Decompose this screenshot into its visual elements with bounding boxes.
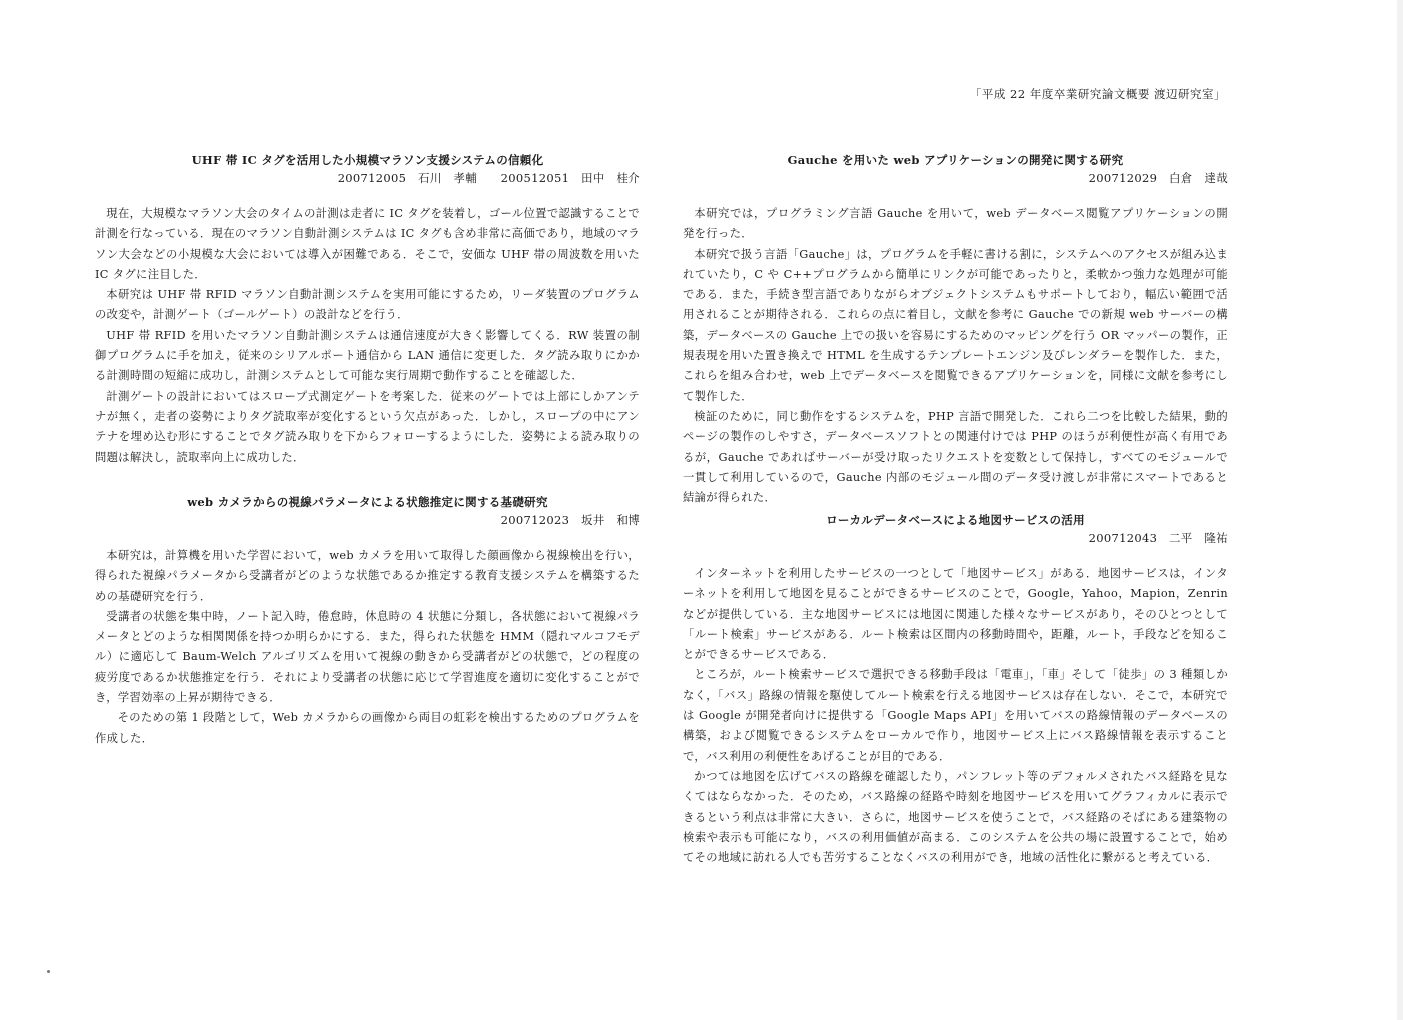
paragraph: 本研究は，計算機を用いた学習において，web カメラを用いて取得した顔画像から視線検出を行い，得られた視線パラメータから受講者がどのような状態であるか推定する教育支援システムを構築するための基礎研究を行う． xyxy=(95,549,640,603)
paragraph: 現在，大規模なマラソン大会のタイムの計測は走者に IC タグを装着し，ゴール位置で認識することで計測を行なっている．現在のマラソン自動計測システムは IC タグも含め非常に高価であり，地域のマラソン大会などの小規模な大会においては導入が困難である．そこで，安価な UHF 帯の周波数を用いた IC タグに注目した． xyxy=(95,207,640,281)
article-authors: 200712043 二平 隆祐 xyxy=(1088,531,1228,545)
paragraph: 計測ゲートの設計においてはスロープ式測定ゲートを考案した．従来のゲートでは上部にしかアンテナが無く，走者の姿勢によりタグ読取率が変化するという欠点があった．しかし，スロープの中にアンテナを埋め込む形にすることでタグ読み取りを下からフォローするようにした．姿勢による読み取りの問題は解決し，読取率向上に成功した． xyxy=(95,389,640,464)
paragraph: かつては地図を広げてバスの路線を確認したり，パンフレット等のデフォルメされたバス経路を見なくてはならなかった．そのため，バス路線の経路や時刻を地図サービスを用いてグラフィカルに表示できるという利点は非常に大きい．さらに，地図サービスを使うことで，バス経路のそばにある建築物の検索や表示も可能になり，バスの利用価値が高まる．このシステムを公共の場に設置することで，始めてその地域に訪れる人でも苦労することなくバスの利用ができ，地域の活性化に繋がると考えている． xyxy=(683,769,1228,865)
paragraph: ところが，ルート検索サービスで選択できる移動手段は「電車」，「車」そして「徒歩」の 3 種類しかなく，「バス」路線の情報を駆使してルート検索を行える地図サービスは存在しない．そこで，本研究では Google が開発者向けに提供する「Google Maps API」を用いてバスの路線情報のデータベースの構築，および閲覧できるシステムをローカルで作り，地図サービス上にバス路線情報を表示することで，バス利用の利便性をあげることが目的である． xyxy=(683,668,1228,763)
page-header: 「平成 22 年度卒業研究論文概要 渡辺研究室」 xyxy=(969,87,1226,101)
paragraph: 受講者の状態を集中時，ノート記入時，倦怠時，休息時の 4 状態に分類し，各状態において視線パラメータとどのような相関関係を持つか明らかにする．また，得られた状態を HMM（隠れマルコフモデル）に適応して Baum-Welch アルゴリズムを用いて視線の動きから受講者がどの状態で，どの程度の疲労度であるか状態推定を行う．それにより受講者の状態に応じて学習進度を適切に変化することができ，学習効率の上昇が期待できる． xyxy=(95,609,640,705)
article-title: Gauche を用いた web アプリケーションの開発に関する研究 xyxy=(787,153,1124,167)
paragraph: 検証のために，同じ動作をするシステムを，PHP 言語で開発した．これら二つを比較した結果，動的ページの製作のしやすさ，データベースソフトとの関連付けでは PHP のほうが利便性が高く有用であるが，Gauche であればサーバーが受け取ったリクエストを変数として保持し，すべてのモジュールで一貫して利用しているので，Gauche 内部のモジュール間のデータ受け渡しが非常にスマートであると結論が得られた． xyxy=(683,409,1228,505)
paragraph: 本研究は UHF 帯 RFID マラソン自動計測システムを実用可能にするため，リーダ装置のプログラムの改変や，計測ゲート（ゴールゲート）の設計などを行う． xyxy=(95,288,640,322)
article-authors: 200712023 坂井 和博 xyxy=(500,513,640,527)
scan-speck xyxy=(47,970,50,973)
paragraph: UHF 帯 RFID を用いたマラソン自動計測システムは通信速度が大きく影響してくる．RW 装置の制御プログラムに手を加え，従来のシリアルポート通信から LAN 通信に変更した．タグ読み取りにかかる計測時間の短縮に成功し，計測システムとして可能な実行周期で動作することを確認した． xyxy=(95,328,640,383)
paragraph: インターネットを利用したサービスの一つとして「地図サービス」がある．地図サービスは，インターネットを利用して地図を見ることができるサービスのことで，Google，Yahoo，Mapion，Zenrin などが提供している．主な地図サービスには地図に関連した様々なサービスがあり，そのひとつとして「ルート検索」サービスがある．ルート検索は区間内の移動時間や，距離，ルート，手段などを知ることができるサービスである． xyxy=(683,567,1228,662)
article-title: ローカルデータベースによる地図サービスの活用 xyxy=(826,513,1085,527)
paragraph: そのための第 1 段階として，Web カメラからの画像から両目の虹彩を検出するためのプログラムを作成した． xyxy=(95,711,640,745)
article-local-map xyxy=(683,512,1228,868)
article-title: UHF 帯 IC タグを活用した小規模マラソン支援システムの信頼化 xyxy=(191,153,544,167)
article-gauche-web xyxy=(683,152,1228,508)
paragraph: 本研究では，プログラミング言語 Gauche を用いて，web データベース閲覧アプリケーションの開発を行った． xyxy=(683,207,1228,241)
article-title: web カメラからの視線パラメータによる状態推定に関する基礎研究 xyxy=(187,495,548,509)
scan-edge-shadow xyxy=(1397,0,1403,1020)
article-body xyxy=(95,204,640,468)
article-authors: 200712005 石川 孝輔 200512051 田中 桂介 xyxy=(337,171,640,185)
article-uhf-rfid xyxy=(95,152,640,468)
article-webcam-gaze xyxy=(95,494,640,749)
article-body xyxy=(95,546,640,749)
article-body xyxy=(683,204,1228,508)
article-body xyxy=(683,564,1228,868)
paragraph: 本研究で扱う言語「Gauche」は，プログラムを手軽に書ける割に，システムへのアクセスが組み込まれていたり，C や C++プログラムから簡単にリンクが可能であったりと，柔軟かつ強力な処理が可能である．また，手続き型言語でありながらオブジェクトシステムもサポートしており，幅広い範囲で活用されることが期待される．これらの点に着目し，文献を参考に Gauche での新規 web サーバーの構築，データベースの Gauche 上での扱いを容易にするためのマッピングを行う OR マッパーの製作，正規表現を用いた置き換えで HTML を生成するテンプレートエンジン及びレンダラーを製作した．また，これらを組み合わせ，web 上でデータベースを閲覧できるアプリケーションを，同様に文献を参考にして製作した． xyxy=(683,247,1228,403)
article-authors: 200712029 白倉 達哉 xyxy=(1088,171,1228,185)
